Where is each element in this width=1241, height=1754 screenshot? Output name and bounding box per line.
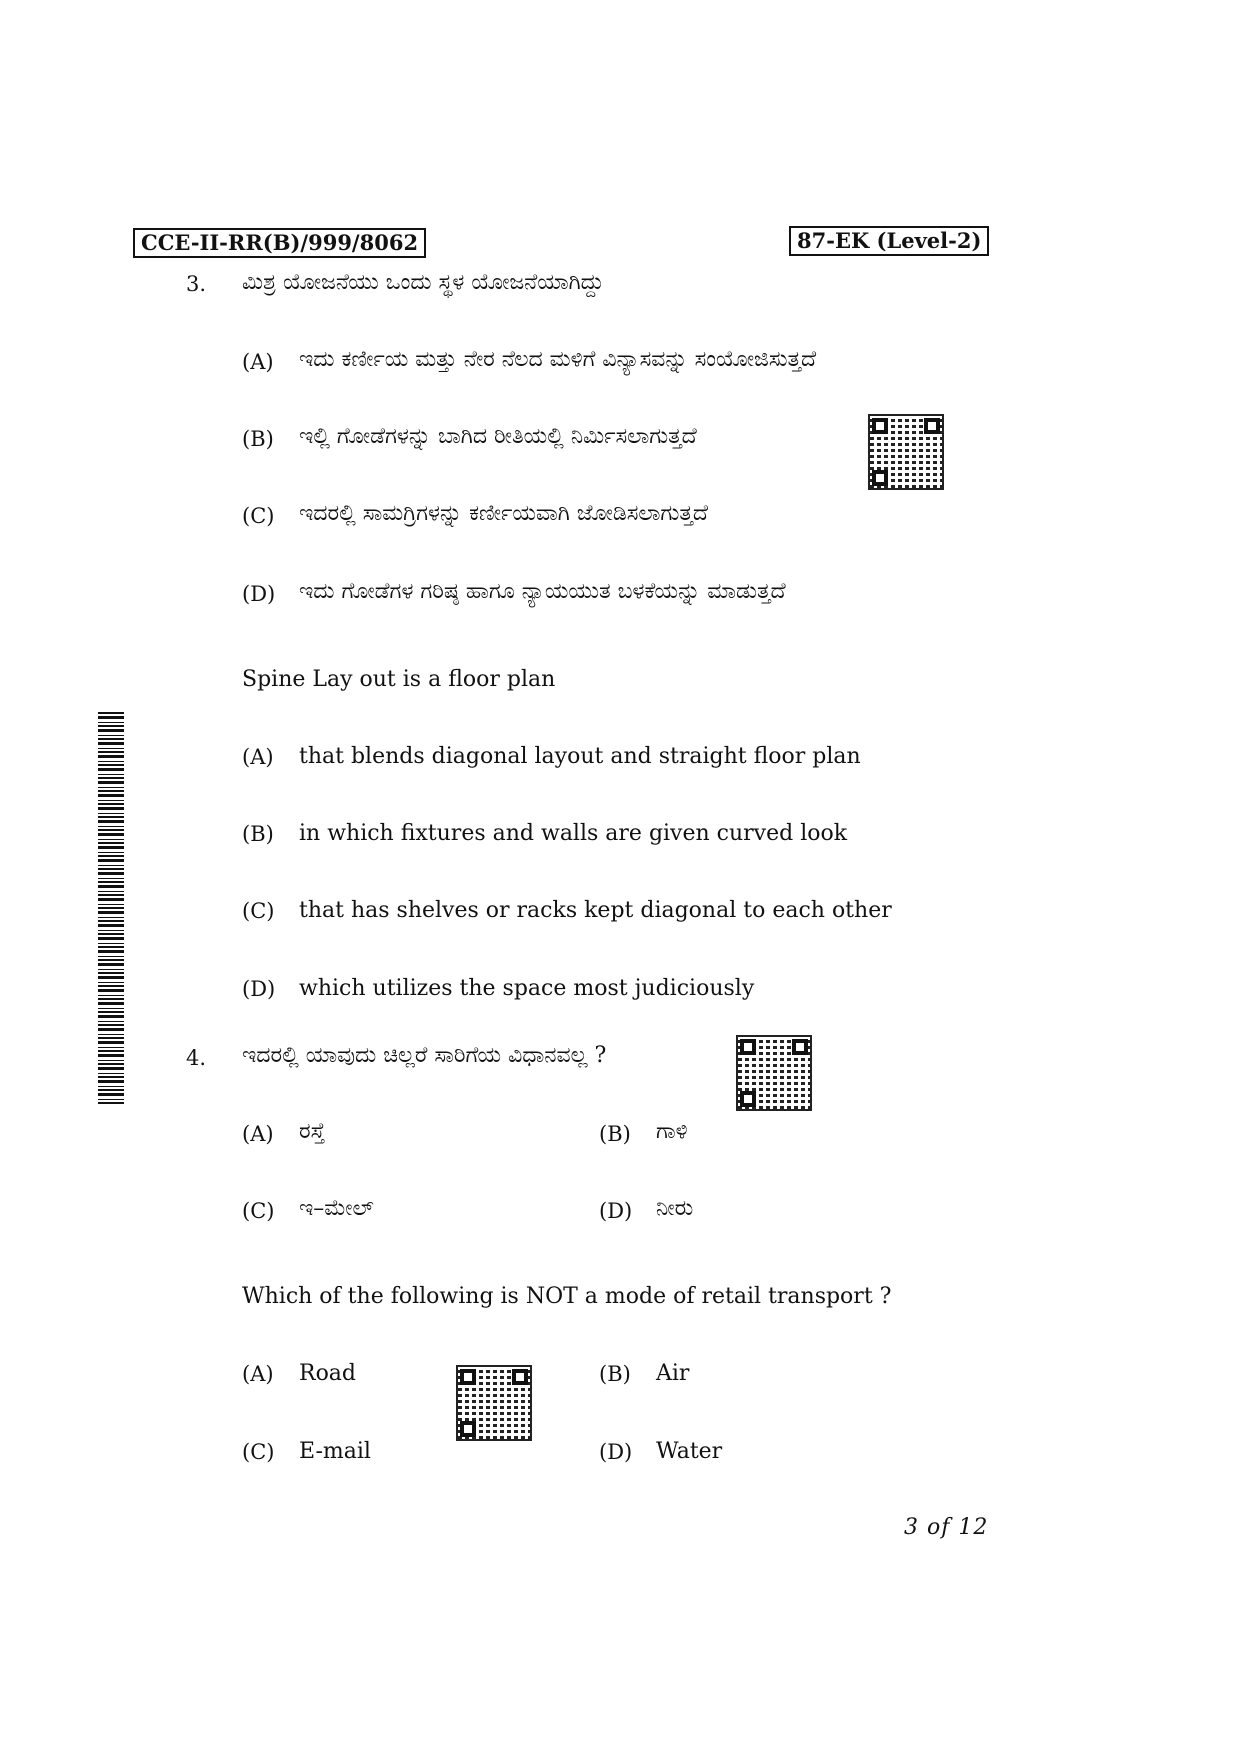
barcode-icon xyxy=(98,712,124,1104)
option-text: E-mail xyxy=(299,1439,371,1464)
qr-code-icon xyxy=(736,1035,812,1111)
option-key: (C) xyxy=(242,899,275,923)
option-key: (B) xyxy=(599,1362,631,1386)
option-key: (D) xyxy=(599,1440,633,1464)
option-key: (C) xyxy=(242,504,275,528)
option-key: (A) xyxy=(242,350,274,374)
option-text: ಗಾಳಿ xyxy=(656,1119,688,1144)
option-key: (C) xyxy=(242,1440,275,1464)
option-text: which utilizes the space most judiciously xyxy=(299,976,755,1001)
option-text: ಇ–ಮೇಲ್ xyxy=(299,1196,374,1221)
page-of: of xyxy=(927,1515,951,1540)
option-text: Air xyxy=(656,1361,690,1386)
page-total: 12 xyxy=(958,1515,989,1540)
option-text: Water xyxy=(656,1439,723,1464)
option-key: (B) xyxy=(242,427,274,451)
option-key: (C) xyxy=(242,1199,275,1223)
option-text: ನೀರು xyxy=(656,1196,694,1221)
option-text: ಇದರಲ್ಲಿ ಸಾಮಗ್ರಿಗಳನ್ನು ಕರ್ಣೀಯವಾಗಿ ಜೋಡಿಸಲಾಗುತ್ತದೆ xyxy=(299,501,708,526)
option-key: (D) xyxy=(599,1199,633,1223)
option-key: (B) xyxy=(599,1122,631,1146)
question-number: 3. xyxy=(186,272,207,296)
qr-code-icon xyxy=(456,1365,532,1441)
option-text: ಇದು ಕರ್ಣೀಯ ಮತ್ತು ನೇರ ನೆಲದ ಮಳಿಗೆ ವಿನ್ಯಾಸವನ್ನು ಸಂಯೋಜಿಸುತ್ತದೆ xyxy=(299,347,817,372)
option-text: ಇಲ್ಲಿ ಗೋಡೆಗಳನ್ನು ಬಾಗಿದ ರೀತಿಯಲ್ಲಿ ನಿರ್ಮಿಸಲಾಗುತ್ತದೆ xyxy=(299,424,697,449)
question-number: 4. xyxy=(186,1046,207,1070)
option-text: ಇದು ಗೋಡೆಗಳ ಗರಿಷ್ಠ ಹಾಗೂ ನ್ಯಾಯಯುತ ಬಳಕೆಯನ್ನು ಮಾಡುತ್ತದೆ xyxy=(299,579,786,604)
option-text: that has shelves or racks kept diagonal to each other xyxy=(299,898,892,923)
paper-code: CCE-II-RR(B)/999/8062 xyxy=(133,228,426,258)
option-key: (D) xyxy=(242,582,276,606)
option-text: ರಸ್ತೆ xyxy=(299,1119,326,1144)
option-key: (A) xyxy=(242,1122,274,1146)
option-text: Road xyxy=(299,1361,357,1386)
question-stem-english: Spine Lay out is a floor plan xyxy=(242,667,556,692)
page-number xyxy=(904,1515,988,1540)
question-stem-kannada: ಮಿಶ್ರ ಯೋಜನೆಯು ಒಂದು ಸ್ಥಳ ಯೋಜನೆಯಾಗಿದ್ದು xyxy=(242,270,604,295)
option-text: that blends diagonal layout and straight floor plan xyxy=(299,744,861,769)
option-key: (D) xyxy=(242,977,276,1001)
option-key: (B) xyxy=(242,822,274,846)
option-text: in which fixtures and walls are given curved look xyxy=(299,821,848,846)
question-stem-kannada: ಇದರಲ್ಲಿ ಯಾವುದು ಚಿಲ್ಲರೆ ಸಾರಿಗೆಯ ವಿಧಾನವಲ್ಲ ? xyxy=(242,1043,607,1068)
option-key: (A) xyxy=(242,745,274,769)
question-stem-english: Which of the following is NOT a mode of retail transport ? xyxy=(242,1284,892,1309)
page-current: 3 xyxy=(904,1515,919,1540)
qr-code-icon xyxy=(868,414,944,490)
level-code: 87-EK (Level-2) xyxy=(789,226,989,256)
option-key: (A) xyxy=(242,1362,274,1386)
